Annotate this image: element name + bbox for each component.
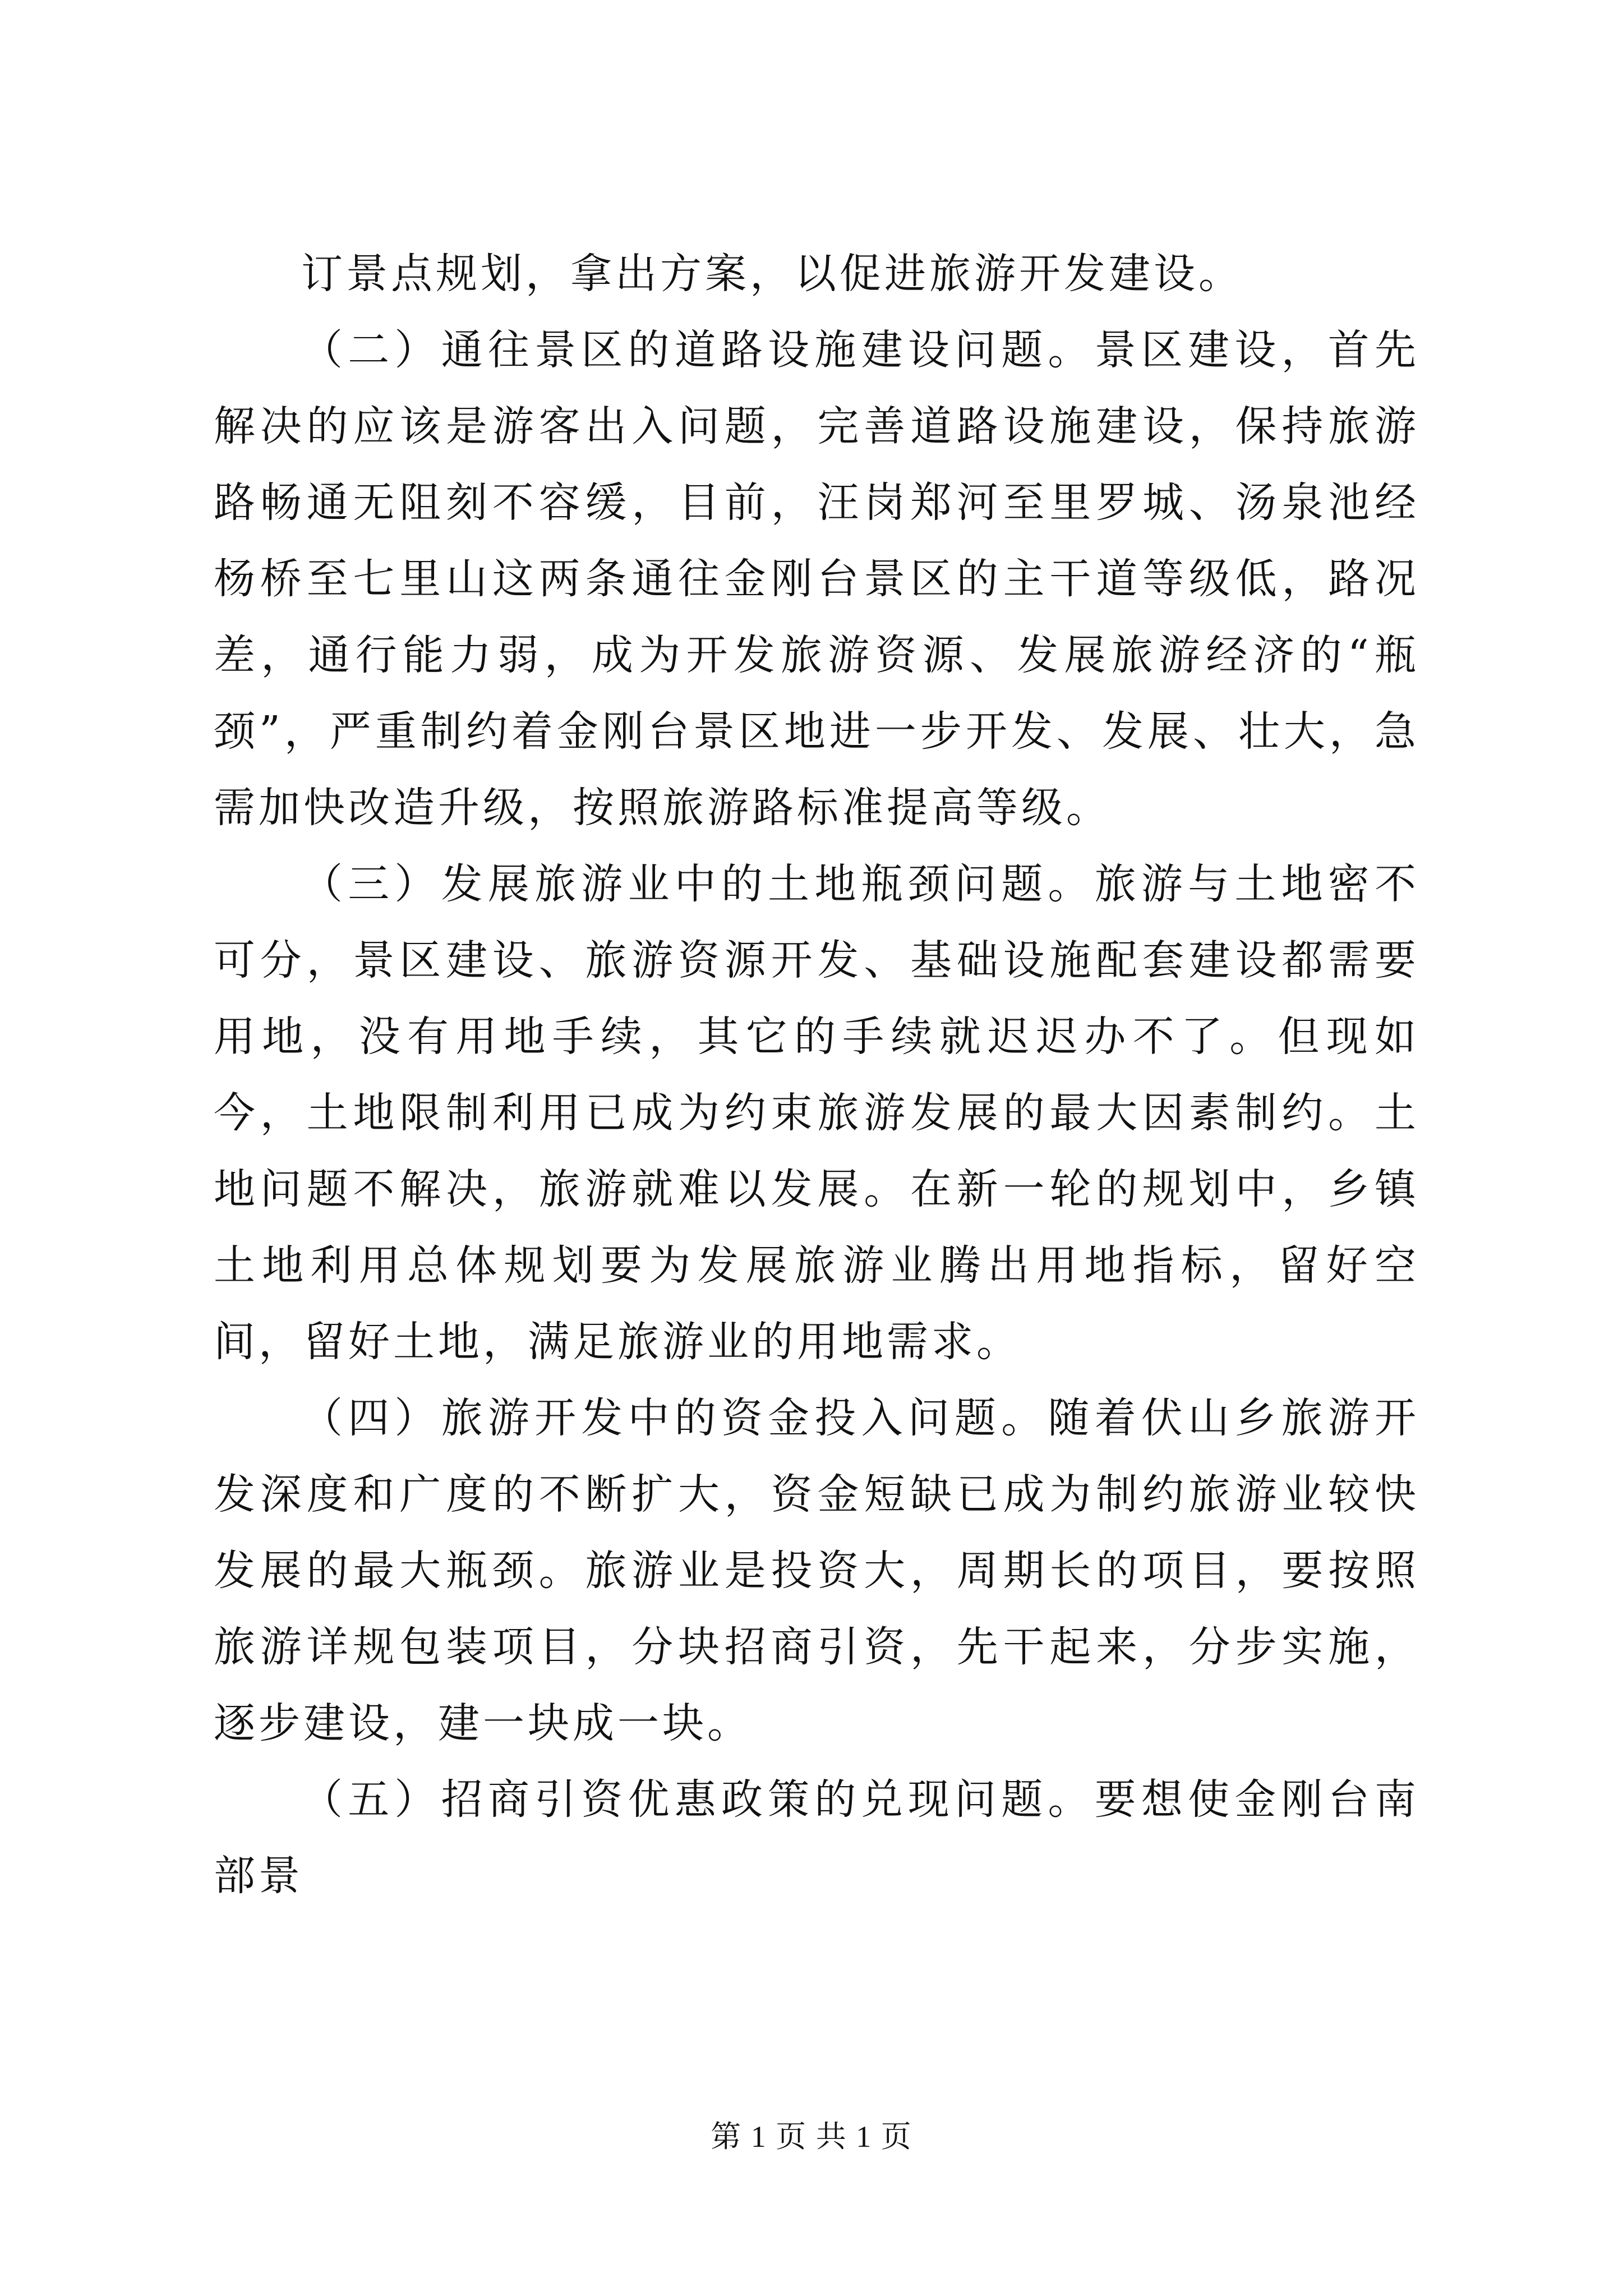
paragraph-3: （三）发展旅游业中的土地瓶颈问题。旅游与土地密不可分，景区建设、旅游资源开发、基础设施配套建设都需要用地，没有用地手续，其它的手续就迟迟办不了。但现如今，土地限制利用已成为约束旅游发展的最大因素制约。土地问题不解决，旅游就难以发展。在新一轮的规划中，乡镇土地利用总体规划要为发展旅游业腾出用地指标，留好空间，留好土地，满足旅游业的用地需求。 xyxy=(214,860,1419,1366)
paragraph-2: （二）通往景区的道路设施建设问题。景区建设，首先解决的应该是游客出入问题，完善道路设施建设，保持旅游路畅通无阻刻不容缓，目前，汪岗郑河至里罗城、汤泉池经杨桥至七里山这两条通往金刚台景区的主干道等级低，路况差，通行能力弱，成为开发旅游资源、发展旅游经济的“瓶颈”，严重制约着金刚台景区地进一步开发、发展、壮大，急需加快改造升级，按照旅游路标准提高等级。 xyxy=(214,326,1419,832)
paragraph-5: （五）招商引资优惠政策的兑现问题。要想使金刚台南部景 xyxy=(214,1775,1419,1900)
paragraph-4: （四）旅游开发中的资金投入问题。随着伏山乡旅游开发深度和广度的不断扩大，资金短缺已成为制约旅游业较快发展的最大瓶颈。旅游业是投资大，周期长的项目，要按照旅游详规包装项目，分块招商引资，先干起来，分步实施，逐步建设，建一块成一块。 xyxy=(214,1394,1419,1747)
document-body xyxy=(214,236,1419,1914)
paragraph-1: 订景点规划，拿出方案，以促进旅游开发建设。 xyxy=(301,250,1243,298)
page-number-label: 第 1 页 共 1 页 xyxy=(711,2120,912,2154)
page-footer xyxy=(0,2117,1623,2156)
